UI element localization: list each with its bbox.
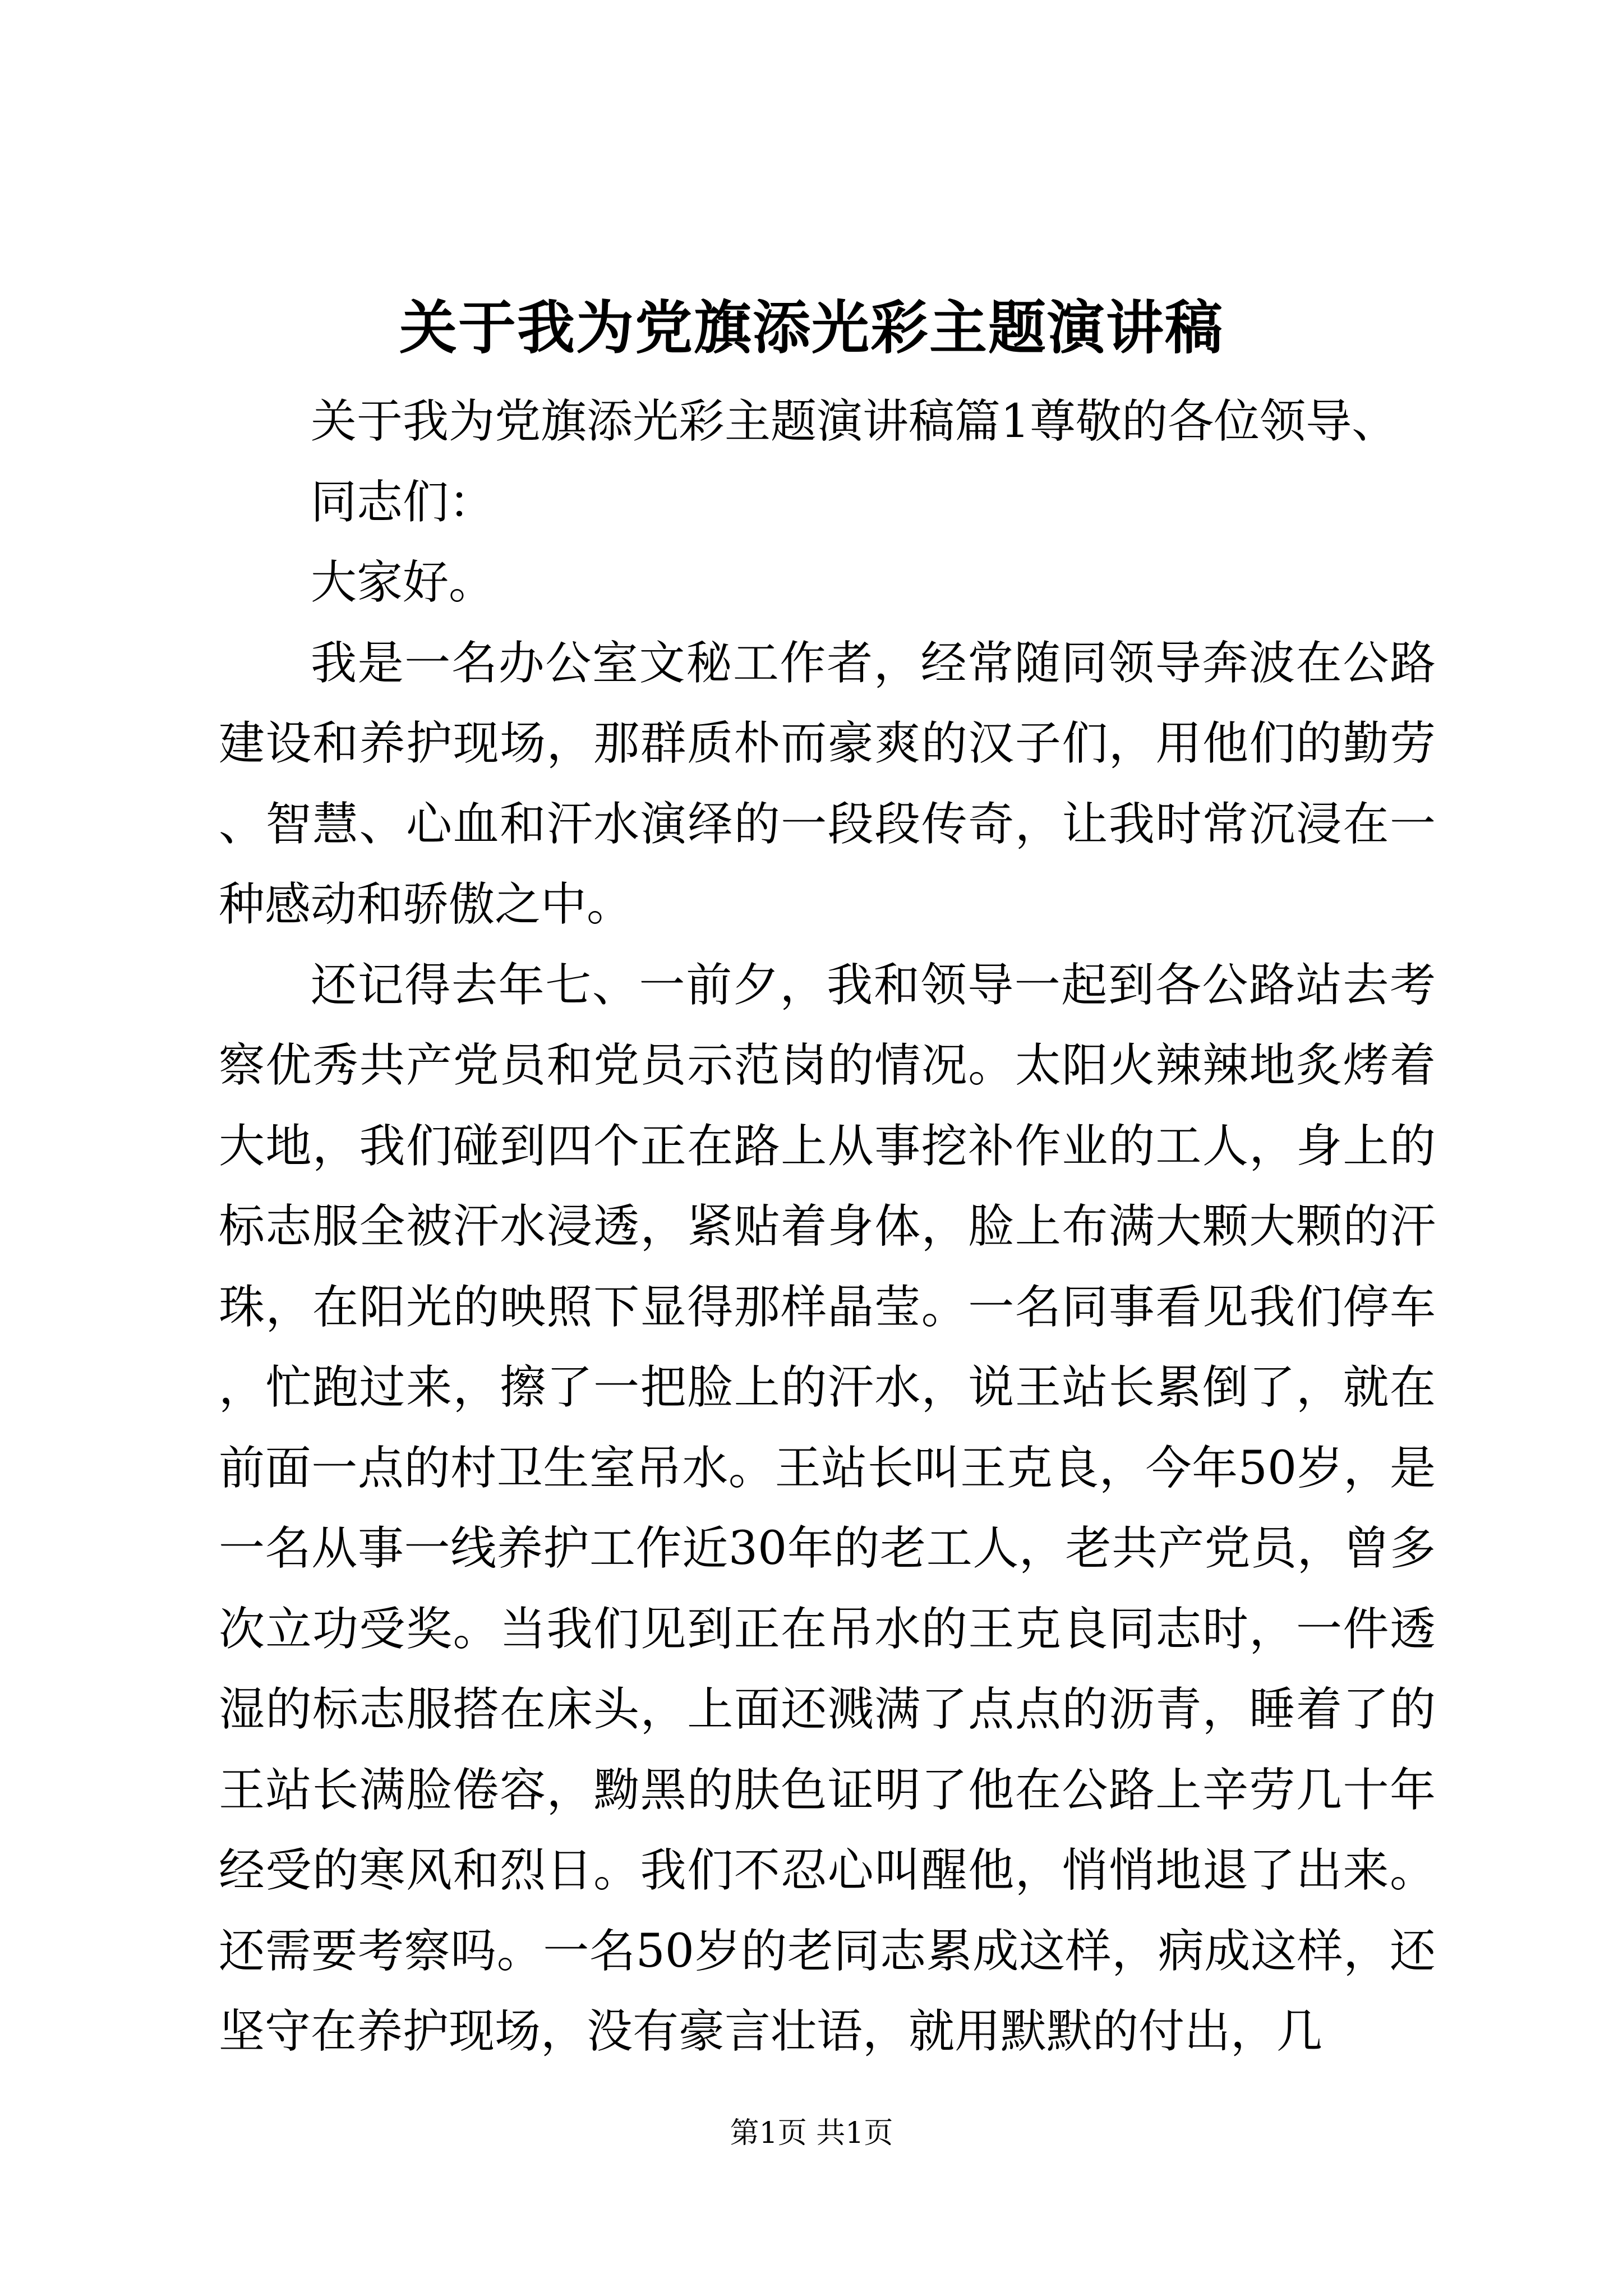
paragraph-3: 大家好。 <box>311 556 495 609</box>
paragraph-4: 我是一名办公室文秘工作者，经常随同领导奔波在公路建设和养护现场，那群质朴而豪爽的汉子们，用他们的勤劳、智慧、心血和汗水演绎的一段段传奇，让我时常沉浸在一种感动和骄傲之中。 <box>219 636 1436 931</box>
paragraph-2: 同志们： <box>311 475 495 529</box>
paragraph-5: 还记得去年七、一前夕，我和领导一起到各公路站去考察优秀共产党员和党员示范岗的情况。太阳火辣辣地炙烤着大地，我们碰到四个正在路上从事挖补作业的工人，身上的标志服全被汗水浸透，紧贴着身体，脸上布满大颗大颗的汗珠，在阳光的映照下显得那样晶莹。一名同事看见我们停车，忙跑过来，擦了一把脸上的汗水，说王站长累倒了，就在前面一点的村卫生室吊水。王站长叫王克良，今年50岁，是一名从事一线养护工作近30年的老工人，老共产党员，曾多次立功受奖。当我们见到正在吊水的王克良同志时，一件透湿的标志服搭在床头，上面还溅满了点点的沥青，睡着了的王站长满脸倦容，黝黑的肤色证明了他在公路上辛劳几十年经受的寒风和烈日。我们不忍心叫醒他，悄悄地退了出来。还需要考察吗。一名50岁的老同志累成这样，病成这样，还坚守在养护现场，没有豪言壮语，就用默默的付出，几 <box>219 958 1436 2058</box>
document-title: 关于我为党旗添光彩主题演讲稿 <box>399 294 1224 362</box>
page-footer: 第1页 共1页 <box>730 2116 893 2150</box>
paragraph-1: 关于我为党旗添光彩主题演讲稿篇1尊敬的各位领导、 <box>311 395 1398 448</box>
document-body <box>219 381 1436 2072</box>
